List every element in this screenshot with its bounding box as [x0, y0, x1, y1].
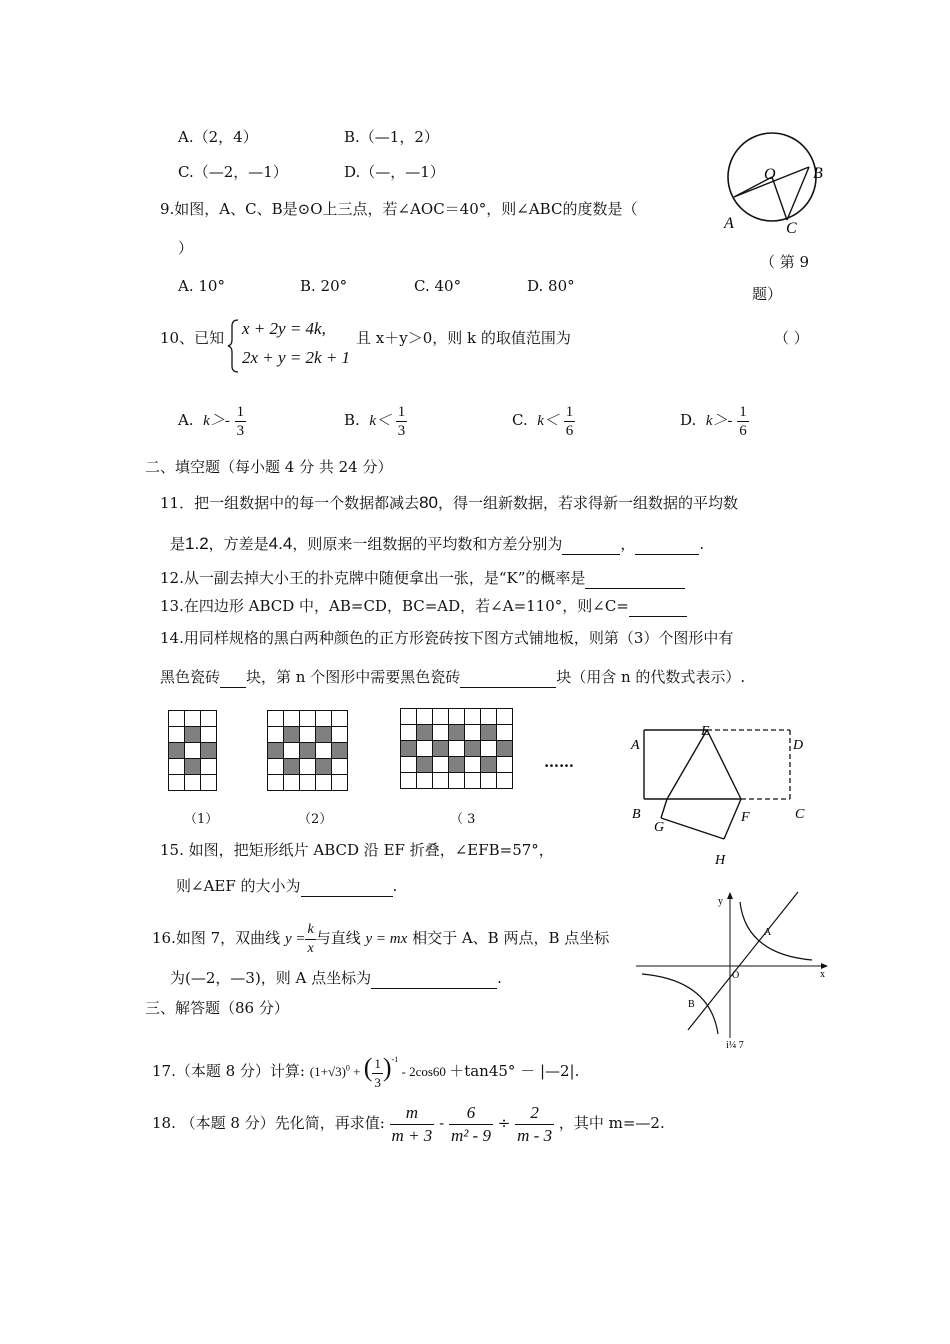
q8-option-a: A.（2，4） [178, 128, 258, 146]
q12-text: 12.从一副去掉大小王的扑克牌中随便拿出一张，是“K”的概率是 [160, 568, 685, 589]
section-3-heading: 三、解答题（86 分） [145, 999, 289, 1017]
q10-condition: 且 x＋y＞0，则 k 的取值范围为 [356, 329, 571, 347]
q16-blank[interactable] [371, 968, 497, 989]
q15-blank[interactable] [301, 876, 393, 897]
label-o: O [764, 166, 776, 183]
q9-option-a: A. 10° [178, 277, 225, 295]
label-g: G [654, 820, 665, 835]
q14-line2: 黑色瓷砖 块，第 n 个图形中需要黑色瓷砖 块（用含 n 的代数式表示）. [160, 668, 746, 686]
q9-circle-figure [715, 125, 835, 245]
label-b: B [632, 807, 641, 822]
ellipsis-dots: …… [544, 753, 574, 771]
q16-line2: 为(—2，—3)，则 A 点坐标为 . [170, 969, 502, 987]
q14-blank-nth[interactable] [460, 667, 556, 688]
q9-paren-close: ） [178, 239, 194, 257]
label-f: F [741, 810, 750, 825]
tile-caption-1: （1） [184, 812, 219, 827]
figure-7-caption: i¼ 7 [726, 1040, 744, 1050]
q9-option-b: B. 20° [300, 277, 348, 295]
q8-option-b: B.（—1，2） [344, 128, 439, 146]
q9-figure-caption-2: 题） [752, 285, 783, 303]
axis-x-label: x [820, 969, 825, 980]
q18-text: 18. （本题 8 分）先化简，再求值: $\frac{m}{m + 3}$ - $\frac{6}{\text{m² - 9}}$ ÷ $\frac{2}{m - 3}$ ，其中 m=—2. [152, 1102, 665, 1145]
label-d: D [793, 738, 804, 753]
q11-line1: 11．把一组数据中的每一个数据都减去80，得一组新数据，若求得新一组数据的平均数 [160, 493, 739, 512]
system-brace [226, 318, 240, 374]
q11-blank-variance[interactable] [635, 534, 699, 555]
q11-line2: 是1.2，方差是4.4，则原来一组数据的平均数和方差分别为 ， . [170, 534, 705, 553]
q13-text: 13.在四边形 ABCD 中，AB=CD，BC=AD，若∠A=110°，则∠C= [160, 596, 687, 617]
label-a: A [631, 738, 640, 753]
q10-option-c: C. k＜ $\frac{1}{6}$ [512, 403, 574, 439]
point-a-label: A [764, 927, 772, 938]
label-b: B [813, 165, 823, 182]
q9-text: 9.如图，A、C、B是⊙O上三点，若∠AOC＝40°，则∠ABC的度数是（ [160, 200, 638, 218]
q14-line1: 14.用同样规格的黑白两种颜色的正方形瓷砖按下图方式铺地板，则第（3）个图形中有 [160, 629, 734, 647]
tile-caption-3: （ 3 [450, 812, 476, 827]
tile-figure-3 [400, 708, 513, 789]
q15-line2: 则∠AEF 的大小为 . [176, 877, 398, 895]
label-h: H [715, 853, 726, 868]
section-2-heading: 二、填空题（每小题 4 分 共 24 分） [145, 458, 393, 476]
q10-answer-paren: （ ） [774, 329, 809, 347]
q9-option-d: D. 80° [527, 277, 575, 295]
tile-figure-2 [267, 710, 348, 791]
q14-blank-3rd[interactable] [220, 667, 246, 688]
point-b-label: B [688, 999, 695, 1010]
q15-line1: 15. 如图，把矩形纸片 ABCD 沿 EF 折叠，∠EFB=57°， [160, 841, 554, 859]
origin-label: O [732, 970, 740, 981]
q17-text: 17.（本题 8 分）计算: $(1+√3)^0$ + ( $\frac{1}{3}$ )$^{-1}$ - 2cos60 ＋tan45° － |—2|. [152, 1053, 580, 1090]
tile-caption-2: （2） [298, 812, 333, 827]
q12-blank[interactable] [585, 568, 685, 589]
q11-blank-mean[interactable] [562, 534, 620, 555]
label-e: E [701, 724, 710, 739]
q10-eq2: 2x + y = 2k + 1 [242, 348, 351, 367]
q10-eq1: x + 2y = 4k, [242, 319, 326, 338]
q13-blank[interactable] [629, 596, 687, 617]
q8-option-d: D.（—，—1） [344, 163, 445, 181]
label-a: A [724, 215, 734, 232]
q9-figure-caption: （ 第 9 [760, 253, 810, 271]
q10-prefix: 10、已知 [160, 329, 225, 347]
q16-line1: 16.如图 7，双曲线 y = $\frac{k}{x}$ 与直线 y = mx 相交于 A、B 两点，B 点坐标 [152, 921, 610, 956]
q10-option-d: D. k＞- $\frac{1}{6}$ [680, 403, 747, 439]
q10-option-b: B. k＜ $\frac{1}{3}$ [344, 403, 406, 439]
label-c: C [786, 220, 797, 237]
tile-figure-1 [168, 710, 217, 791]
q16-hyperbola-graph [636, 888, 832, 1050]
label-c: C [795, 807, 805, 822]
q9-option-c: C. 40° [414, 277, 462, 295]
q15-fold-figure [620, 718, 820, 868]
q8-option-c: C.（—2，—1） [178, 163, 288, 181]
axis-y-label: y [718, 896, 723, 907]
q10-option-a: A. k＞- $\frac{1}{3}$ [178, 403, 245, 439]
